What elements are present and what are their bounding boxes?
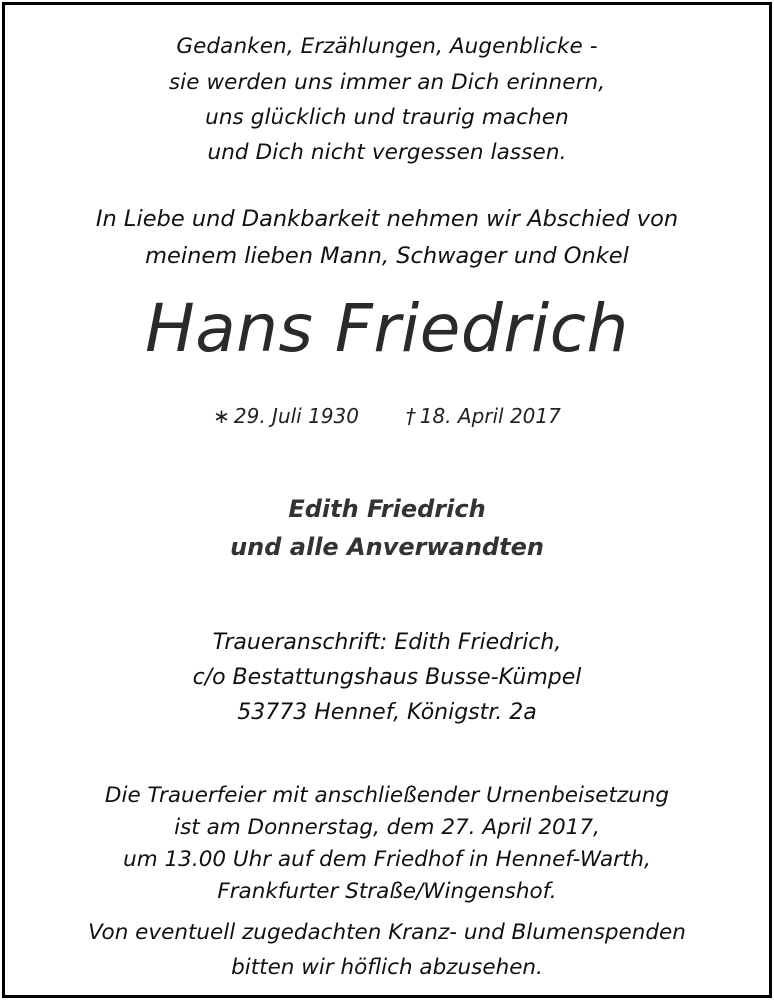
service-line-4: Frankfurter Straße/Wingenshof. [217, 879, 557, 904]
service-line-1: Die Trauerfeier mit anschließender Urnenbeisetzung [104, 783, 670, 808]
death-date [406, 404, 561, 428]
deceased-name: Hans Friedrich [145, 290, 629, 367]
poem-line-4: und Dich nicht vergessen lassen. [207, 140, 567, 165]
intro-line-2: meinem lieben Mann, Schwager und Onkel [145, 243, 629, 269]
birth-date [213, 404, 359, 428]
birth-star-icon: ∗ [213, 404, 230, 428]
note-line-2: bitten wir höflich abzusehen. [231, 955, 543, 980]
death-date-text: 18. April 2017 [419, 404, 561, 428]
address-line-1: Traueranschrift: Edith Friedrich, [212, 630, 562, 655]
death-cross-icon: † [405, 404, 416, 428]
service-line-2: ist am Donnerstag, dem 27. April 2017, [174, 815, 600, 840]
poem-line-1: Gedanken, Erzählungen, Augenblicke - [176, 34, 598, 59]
poem-line-2: sie werden uns immer an Dich erinnern, [168, 70, 606, 95]
mourner-line-1: Edith Friedrich [288, 495, 486, 523]
poem-line-3: uns glücklich und traurig machen [205, 105, 569, 130]
intro-line-1: In Liebe und Dankbarkeit nehmen wir Abschied von [95, 206, 679, 232]
birth-date-text: 29. Juli 1930 [233, 404, 359, 428]
service-line-3: um 13.00 Uhr auf dem Friedhof in Hennef-Warth, [123, 847, 651, 872]
life-dates [0, 404, 774, 428]
note-line-1: Von eventuell zugedachten Kranz- und Blumenspenden [88, 920, 686, 945]
address-line-3: 53773 Hennef, Königstr. 2a [237, 700, 537, 725]
mourner-line-2: und alle Anverwandten [230, 533, 544, 561]
address-line-2: c/o Bestattungshaus Busse-Kümpel [192, 665, 582, 690]
